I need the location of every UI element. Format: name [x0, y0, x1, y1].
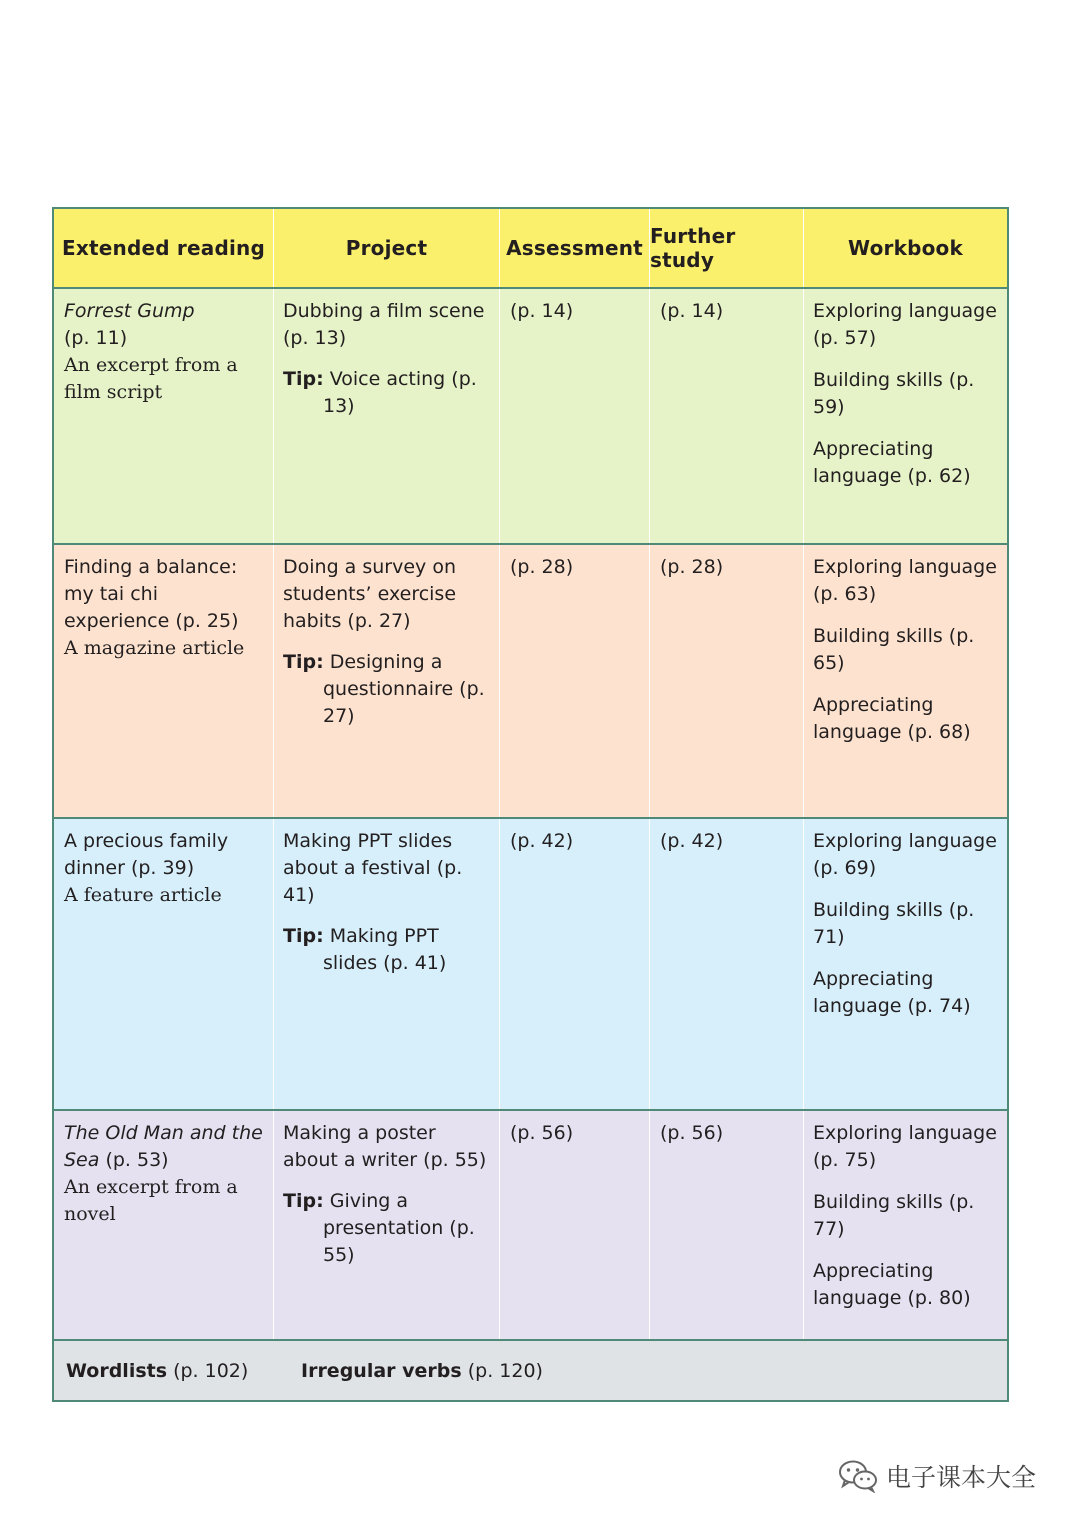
wechat-icon	[838, 1459, 878, 1493]
wordlists-reference: Wordlists (p. 102)	[66, 1359, 249, 1382]
further-study-cell: (p. 56)	[650, 1111, 804, 1339]
reading-title: Forrest Gump	[64, 300, 195, 322]
reading-type: An excerpt from a film script	[64, 354, 238, 403]
assessment-cell: (p. 56)	[500, 1111, 650, 1339]
project-cell	[274, 1111, 500, 1339]
reading-type: A feature article	[64, 884, 222, 906]
project-cell	[274, 289, 500, 543]
extended-reading-cell	[54, 819, 274, 1109]
reading-title: The Old Man and the Sea (p. 53)	[64, 1122, 263, 1171]
workbook-item: Building skills (p. 77)	[813, 1191, 975, 1240]
workbook-cell	[804, 819, 1007, 1109]
further-study-cell: (p. 42)	[650, 819, 804, 1109]
project-text: Making a poster about a writer (p. 55)	[283, 1122, 487, 1171]
reading-title: A precious family dinner (p. 39)	[64, 830, 229, 879]
project-tip: Tip: Giving a presentation (p. 55)	[283, 1190, 475, 1266]
header-assessment: Assessment	[500, 209, 650, 287]
irregular-verbs-reference: Irregular verbs (p. 120)	[301, 1359, 543, 1382]
reading-page: (p. 11)	[64, 327, 128, 349]
header-further-study: Further study	[650, 209, 804, 287]
workbook-item: Exploring language (p. 75)	[813, 1122, 997, 1171]
workbook-cell	[804, 1111, 1007, 1339]
contents-table	[52, 207, 1009, 1402]
reading-title: Finding a balance: my tai chi experience (p. 25)	[64, 556, 239, 632]
workbook-cell	[804, 289, 1007, 543]
project-tip: Tip: Making PPT slides (p. 41)	[283, 925, 447, 974]
project-text: Making PPT slides about a festival (p. 41)	[283, 830, 463, 906]
table-row	[54, 545, 1007, 819]
project-cell	[274, 545, 500, 817]
project-text: Dubbing a film scene (p. 13)	[283, 300, 485, 349]
extended-reading-cell	[54, 1111, 274, 1339]
assessment-cell: (p. 42)	[500, 819, 650, 1109]
workbook-item: Exploring language (p. 63)	[813, 556, 997, 605]
table-row	[54, 819, 1007, 1111]
project-cell	[274, 819, 500, 1109]
assessment-cell: (p. 14)	[500, 289, 650, 543]
table-footer	[54, 1341, 1007, 1400]
project-tip: Tip: Voice acting (p. 13)	[283, 368, 477, 417]
watermark-text: 电子课本大全	[886, 1463, 1037, 1492]
project-tip: Tip: Designing a questionnaire (p. 27)	[283, 651, 485, 727]
table-row	[54, 289, 1007, 545]
workbook-item: Appreciating language (p. 62)	[813, 438, 971, 487]
header-project: Project	[274, 209, 500, 287]
workbook-item: Appreciating language (p. 68)	[813, 694, 971, 743]
workbook-item: Building skills (p. 65)	[813, 625, 975, 674]
reading-type: An excerpt from a novel	[64, 1176, 238, 1225]
workbook-item: Building skills (p. 71)	[813, 899, 975, 948]
table-row	[54, 1111, 1007, 1341]
project-text: Doing a survey on students’ exercise habits (p. 27)	[283, 556, 457, 632]
table-header-row	[54, 209, 1007, 289]
assessment-cell: (p. 28)	[500, 545, 650, 817]
further-study-cell: (p. 14)	[650, 289, 804, 543]
workbook-item: Exploring language (p. 69)	[813, 830, 997, 879]
watermark	[838, 1458, 1036, 1494]
header-extended-reading: Extended reading	[54, 209, 274, 287]
reading-type: A magazine article	[64, 637, 245, 659]
extended-reading-cell	[54, 545, 274, 817]
further-study-cell: (p. 28)	[650, 545, 804, 817]
workbook-item: Building skills (p. 59)	[813, 369, 975, 418]
workbook-cell	[804, 545, 1007, 817]
extended-reading-cell	[54, 289, 274, 543]
header-workbook: Workbook	[848, 236, 963, 260]
workbook-item: Exploring language (p. 57)	[813, 300, 997, 349]
workbook-item: Appreciating language (p. 74)	[813, 968, 971, 1017]
workbook-item: Appreciating language (p. 80)	[813, 1260, 971, 1309]
